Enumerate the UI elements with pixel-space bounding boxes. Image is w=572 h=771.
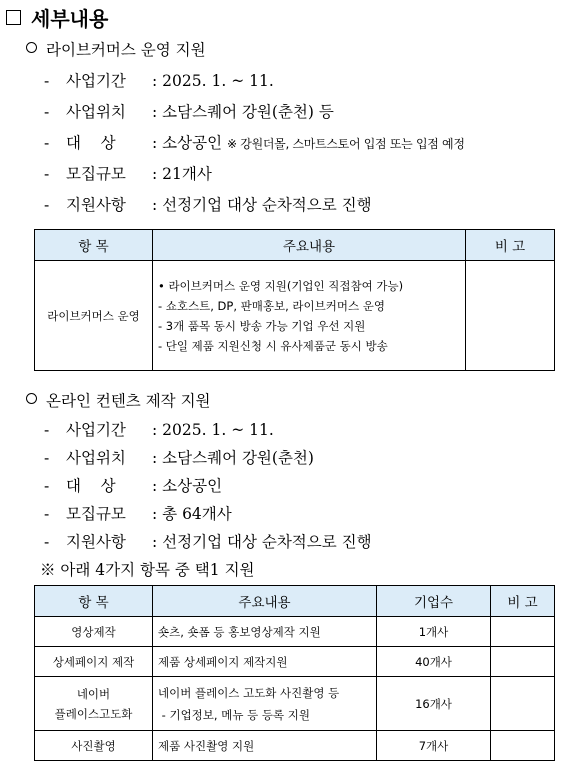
page-title-text: 세부내용 bbox=[31, 7, 109, 31]
line-value: 선정기업 대상 순차적으로 진행 bbox=[162, 196, 372, 214]
separator: : bbox=[152, 505, 158, 523]
separator: : bbox=[152, 421, 158, 439]
section2-line-location bbox=[44, 446, 314, 468]
section1-line-period bbox=[44, 69, 274, 91]
header-item: 항 목 bbox=[35, 230, 153, 261]
cell-item: 사진촬영 bbox=[35, 731, 153, 761]
line-value: 2025. 1. ~ 11. bbox=[162, 72, 274, 90]
section2-line-target bbox=[44, 474, 222, 496]
header-count: 기업수 bbox=[377, 586, 491, 617]
cell-item: 네이버 플레이스고도화 bbox=[35, 677, 153, 731]
content-line: - 쇼호스트, DP, 판매홍보, 라이브커머스 운영 bbox=[158, 298, 385, 313]
section1-line-location bbox=[44, 100, 334, 122]
dash: - bbox=[44, 165, 50, 183]
line-value: 선정기업 대상 순차적으로 진행 bbox=[162, 533, 372, 551]
separator: : bbox=[152, 103, 158, 121]
header-content: 주요내용 bbox=[153, 586, 377, 617]
line-label: 사업기간 bbox=[66, 421, 126, 439]
online-content-table bbox=[34, 585, 555, 761]
cell-note bbox=[466, 261, 555, 371]
line-label: 지원사항 bbox=[66, 533, 126, 551]
cell-item: 라이브커머스 운영 bbox=[35, 261, 153, 371]
line-value: 총 64개사 bbox=[162, 505, 232, 523]
header-note: 비 고 bbox=[466, 230, 555, 261]
line-value: 21개사 bbox=[162, 165, 212, 183]
line-value: 소상공인 bbox=[162, 477, 223, 495]
cell-note bbox=[491, 677, 555, 731]
table-header-row bbox=[35, 586, 555, 617]
content-line: - 3개 품목 동시 방송 가능 기업 우선 지원 bbox=[158, 318, 366, 333]
cell-item: 영상제작 bbox=[35, 617, 153, 647]
separator: : bbox=[152, 196, 158, 214]
cell-content: 숏츠, 숏폼 등 홍보영상제작 지원 bbox=[153, 617, 377, 647]
line-value: 소상공인 bbox=[162, 134, 223, 152]
line-value: 2025. 1. ~ 11. bbox=[162, 421, 274, 439]
dash: - bbox=[44, 72, 50, 90]
circle-bullet-icon bbox=[26, 393, 37, 404]
section2-line-period bbox=[44, 418, 274, 440]
section2-remark: ※ 아래 4가지 항목 중 택1 지원 bbox=[40, 561, 255, 579]
separator: : bbox=[152, 449, 158, 467]
page-title bbox=[6, 3, 108, 32]
separator: : bbox=[152, 165, 158, 183]
dash: - bbox=[44, 449, 50, 467]
dash: - bbox=[44, 505, 50, 523]
line-label: 모집규모 bbox=[66, 165, 126, 183]
cell-note bbox=[491, 731, 555, 761]
line-note: ※ 강원더몰, 스마트스토어 입점 또는 입점 예정 bbox=[227, 137, 465, 151]
cell-content bbox=[153, 261, 466, 371]
cell-content: 제품 상세페이지 제작지원 bbox=[153, 647, 377, 677]
header-note: 비 고 bbox=[491, 586, 555, 617]
table-row bbox=[35, 647, 555, 677]
line-value: 소담스퀘어 강원(춘천) 등 bbox=[162, 103, 334, 121]
table-header-row bbox=[35, 230, 555, 261]
dash: - bbox=[44, 421, 50, 439]
cell-count: 1개사 bbox=[377, 617, 491, 647]
line-label: 사업위치 bbox=[66, 449, 126, 467]
section1-line-target bbox=[44, 131, 465, 153]
cell-item: 상세페이지 제작 bbox=[35, 647, 153, 677]
content-line: • 라이브커머스 운영 지원(기업인 직접참여 가능) bbox=[158, 278, 404, 293]
line-value: 소담스퀘어 강원(춘천) bbox=[162, 449, 314, 467]
separator: : bbox=[152, 72, 158, 90]
checkbox-square-icon bbox=[6, 10, 21, 25]
dash: - bbox=[44, 103, 50, 121]
header-content: 주요내용 bbox=[153, 230, 466, 261]
section2-line-support bbox=[44, 530, 372, 552]
section1-line-scale bbox=[44, 162, 212, 184]
dash: - bbox=[44, 477, 50, 495]
dash: - bbox=[44, 196, 50, 214]
separator: : bbox=[152, 134, 158, 152]
line-label: 사업기간 bbox=[66, 72, 126, 90]
cell-content: 제품 사진촬영 지원 bbox=[153, 731, 377, 761]
table-row bbox=[35, 617, 555, 647]
section1-heading bbox=[26, 38, 206, 60]
circle-bullet-icon bbox=[26, 42, 37, 53]
section1-heading-text: 라이브커머스 운영 지원 bbox=[46, 41, 206, 59]
section1-line-support bbox=[44, 193, 372, 215]
cell-count: 40개사 bbox=[377, 647, 491, 677]
section2-heading bbox=[26, 389, 211, 411]
table-row bbox=[35, 731, 555, 761]
line-label: 사업위치 bbox=[66, 103, 126, 121]
line-label: 대 상 bbox=[66, 477, 116, 495]
cell-note bbox=[491, 617, 555, 647]
dash: - bbox=[44, 533, 50, 551]
separator: : bbox=[152, 477, 158, 495]
line-label: 대 상 bbox=[66, 134, 116, 152]
dash: - bbox=[44, 134, 50, 152]
line-label: 지원사항 bbox=[66, 196, 126, 214]
table-row bbox=[35, 261, 555, 371]
section2-line-scale bbox=[44, 502, 232, 524]
line-label: 모집규모 bbox=[66, 505, 126, 523]
cell-count: 7개사 bbox=[377, 731, 491, 761]
cell-content: 네이버 플레이스 고도화 사진촬영 등 - 기업정보, 메뉴 등 등록 지원 bbox=[153, 677, 377, 731]
header-item: 항 목 bbox=[35, 586, 153, 617]
cell-note bbox=[491, 647, 555, 677]
live-commerce-table bbox=[34, 229, 555, 371]
table-row bbox=[35, 677, 555, 731]
cell-count: 16개사 bbox=[377, 677, 491, 731]
content-line: - 단일 제품 지원신청 시 유사제품군 동시 방송 bbox=[158, 338, 388, 353]
separator: : bbox=[152, 533, 158, 551]
section2-heading-text: 온라인 컨텐츠 제작 지원 bbox=[46, 392, 211, 410]
